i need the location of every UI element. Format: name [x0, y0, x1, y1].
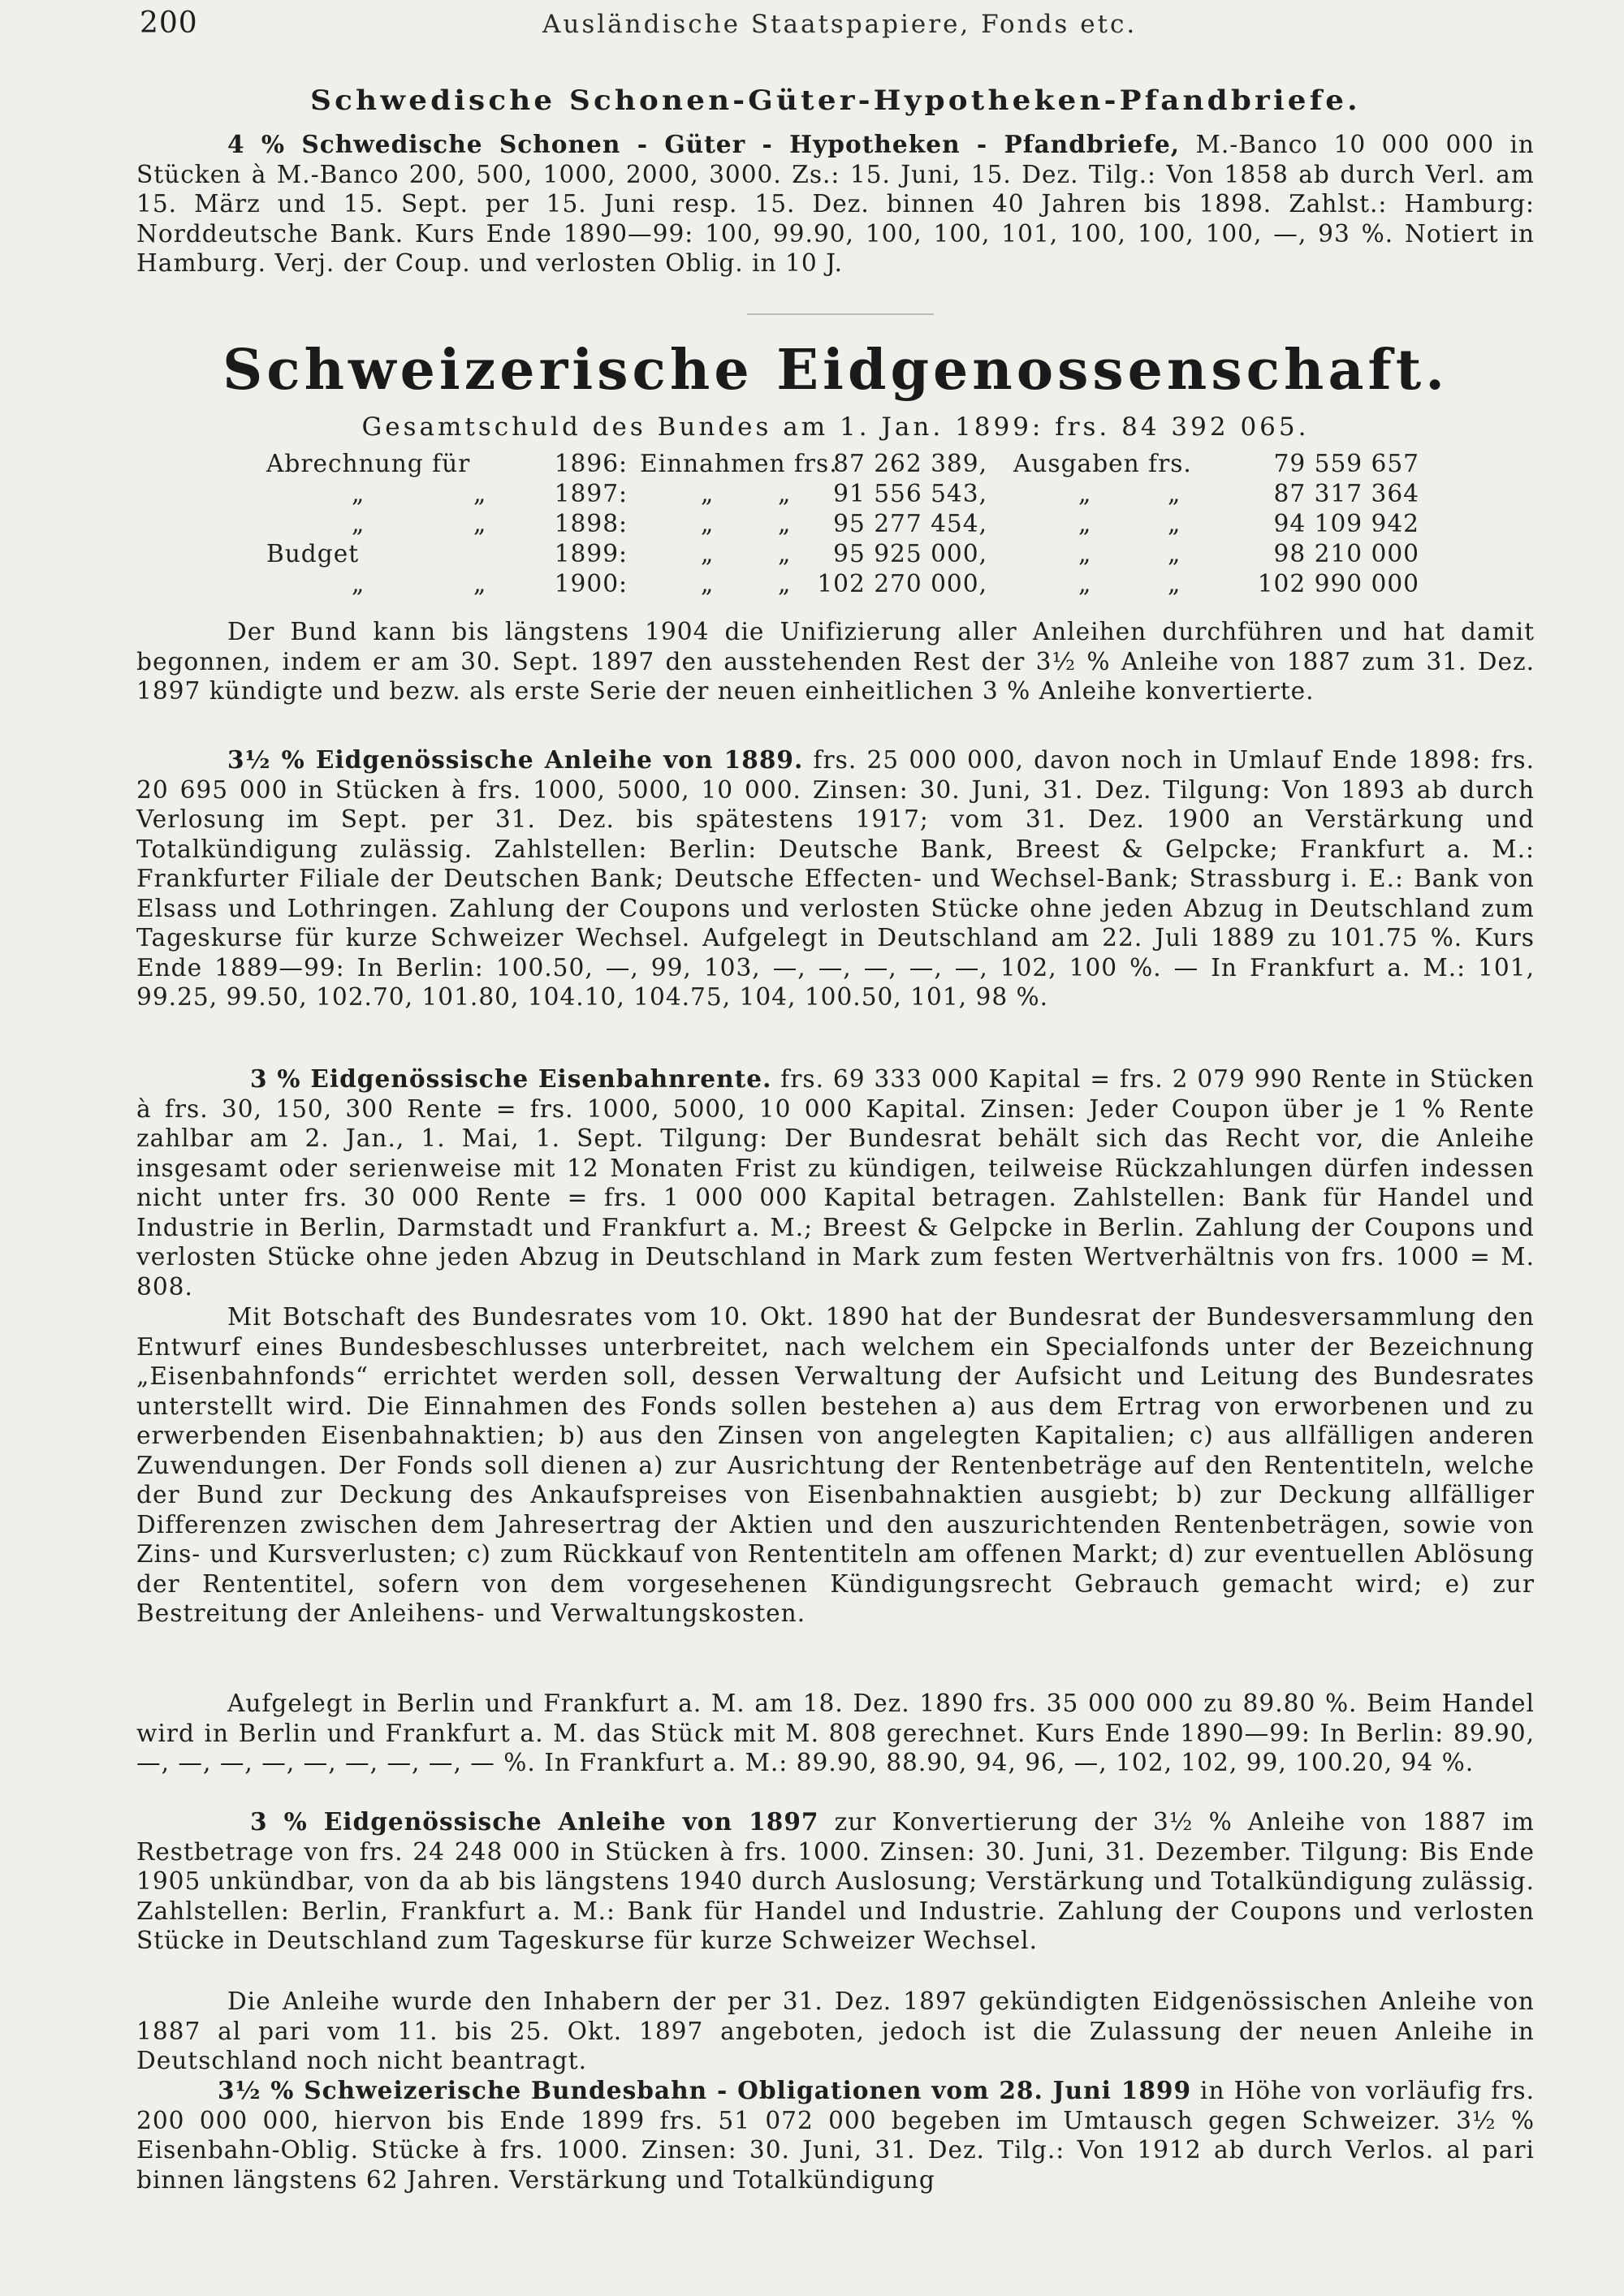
bond-details: M.-Banco 10 000 000 in Stücken à M.-Banco 200, 500, 1000, 2000, 3000. Zs.: 15. Juni, 15. Dez. Tilg.: Von 1858 ab durch Verl. am 15. März und 15. Sept. per 15. Juni resp. 15. Dez. binnen 40 Jahren bis 1898. Zahlst.: Hamburg: Norddeutsche Bank. Kurs Ende 1890—99: 100, 99.90, 100, 100, 101, 100, 100, 100, —, 93 %. Notiert in Hamburg. Verj. der Coup. und verlosten Oblig. in 10 J.: [136, 131, 1535, 277]
budget-label: Abrechnung für: [266, 450, 471, 477]
bond-details: in Höhe von vorläufig frs. 200 000 000, hiervon bis Ende 1899 frs. 51 072 000 begeben im Umtausch gegen Schweizer. 3½ % Eisenbahn-Oblig. Stücke à frs. 1000. Zinsen: 30. Juni, 31. Dez. Tilg.: Von 1912 ab durch Verlos. al pari binnen längstens 62 Jahren. Verstärkung und Totalkündigung: [136, 2077, 1535, 2194]
budget-expense-label: Ausgaben frs.: [1013, 450, 1192, 477]
budget-expense-ditto: „: [1168, 570, 1181, 598]
budget-expense-ditto: „: [1168, 540, 1181, 568]
budget-income-value: 91 556 543,: [833, 480, 987, 507]
budget-expense-ditto: „: [1078, 480, 1092, 507]
total-debt-line: Gesamtschuld des Bundes am 1. Jan. 1899: frs. 84 392 065.: [361, 412, 1310, 442]
budget-row: [266, 510, 1419, 540]
budget-income-ditto: „: [778, 570, 792, 598]
budget-ditto: „: [473, 570, 487, 598]
budget-row: [266, 480, 1419, 510]
budget-year: 1898:: [554, 510, 628, 537]
bond-details: zur Konvertierung der 3½ % Anleihe von 1887 im Restbetrage von frs. 24 248 000 in Stücken à frs. 1000. Zinsen: 30. Juni, 31. Dezember. Tilgung: Bis Ende 1905 unkündbar, von da ab bis längstens 1940 durch Auslosung; Verstärkung und Totalkündigung zulässig. Zahlstellen: Berlin, Frankfurt a. M.: Bank für Handel und Industrie. Zahlung der Coupons und verlosten Stücke in Deutschland zum Tageskurse für kurze Schweizer Wechsel.: [136, 1808, 1535, 1954]
bond-details: frs. 69 333 000 Kapital = frs. 2 079 990 Rente in Stücken à frs. 30, 150, 300 Rente = frs. 1000, 5000, 10 000 Kapital. Zinsen: Jeder Coupon über je 1 % Rente zahlbar am 2. Jan., 1. Mai, 1. Sept. Tilgung: Der Bundesrat behält sich das Recht vor, die Anleihe insgesamt oder serienweise mit 12 Monaten Frist zu kündigen, teilweise Rückzahlungen dürfen indessen nicht unter frs. 30 000 Rente = frs. 1 000 000 Kapital betragen. Zahlstellen: Bank für Handel und Industrie in Berlin, Darmstadt und Frankfurt a. M.; Breest & Gelpcke in Berlin. Zahlung der Coupons und verlosten Stücke ohne jeden Abzug in Deutschland in Mark zum festen Wertverhältnis von frs. 1000 = M. 808.: [136, 1065, 1535, 1301]
bond-title: 3 % Eidgenössische Eisenbahnrente.: [250, 1064, 772, 1093]
running-title: Ausländische Staatspapiere, Fonds etc.: [542, 10, 1138, 39]
paragraph-aufgelegt: Aufgelegt in Berlin und Frankfurt a. M. am 18. Dez. 1890 frs. 35 000 000 zu 89.80 %. Beim Handel wird in Berlin und Frankfurt a. M. das Stück mit M. 808 gerechnet. Kurs Ende 1890—99: In Berlin: 89.90, —, —, —, —, —, —, —, —, — %. In Frankfurt a. M.: 89.90, 88.90, 94, 96, —, 102, 102, 99, 100.20, 94 %.: [136, 1690, 1535, 1776]
budget-expense-value: 87 317 364: [1273, 480, 1419, 507]
budget-row: [266, 450, 1419, 480]
bond-title: 4 % Schwedische Schonen - Güter - Hypotheken - Pfandbriefe,: [227, 130, 1181, 158]
budget-table: [266, 450, 1419, 600]
budget-label: „: [352, 510, 365, 537]
budget-income-value: 95 277 454,: [833, 510, 987, 537]
budget-expense-ditto: „: [1078, 510, 1092, 537]
budget-expense-ditto: „: [1078, 540, 1092, 568]
budget-label: „: [352, 480, 365, 507]
budget-income-value: 87 262 389,: [833, 450, 987, 477]
budget-income-ditto: „: [778, 510, 792, 537]
budget-income-ditto: „: [778, 540, 792, 568]
budget-year: 1899:: [554, 540, 628, 568]
budget-income-ditto: „: [701, 510, 715, 537]
budget-row: [266, 570, 1419, 600]
budget-expense-value: 79 559 657: [1273, 450, 1419, 477]
budget-expense-ditto: „: [1078, 570, 1092, 598]
bond-title: 3½ % Eidgenössische Anleihe von 1889.: [227, 745, 804, 774]
paragraph-bundesbahn-obligationen: [136, 2076, 1535, 2195]
budget-income-ditto: „: [778, 480, 792, 507]
budget-label: „: [352, 570, 365, 598]
budget-label: Budget: [266, 540, 360, 568]
paragraph-unification: Der Bund kann bis längstens 1904 die Unifizierung aller Anleihen durchführen und hat damit begonnen, indem er am 30. Sept. 1897 den ausstehenden Rest der 3½ % Anleihe von 1887 zum 31. Dez. 1897 kündigte und bezw. als erste Serie der neuen einheitlichen 3 % Anleihe konvertierte.: [136, 618, 1535, 705]
budget-income-ditto: „: [701, 570, 715, 598]
budget-expense-value: 98 210 000: [1273, 540, 1419, 568]
paragraph-eisenbahnrente: [136, 1064, 1535, 1301]
budget-row: [266, 540, 1419, 570]
bond-title: 3 % Eidgenössische Anleihe von 1897: [250, 1807, 819, 1836]
section-heading-schweiz: Schweizerische Eidgenossenschaft.: [222, 338, 1449, 403]
budget-expense-ditto: „: [1168, 510, 1181, 537]
budget-income-ditto: „: [701, 480, 715, 507]
budget-income-value: 102 270 000,: [817, 570, 987, 598]
paragraph-anleihe-1897: [136, 1807, 1535, 1956]
budget-expense-ditto: „: [1168, 480, 1181, 507]
budget-income-value: 95 925 000,: [833, 540, 987, 568]
page-number: 200: [140, 6, 198, 40]
budget-year: 1900:: [554, 570, 628, 598]
paragraph-anleihe-1889: [136, 745, 1535, 1012]
budget-income-ditto: „: [701, 540, 715, 568]
budget-year: 1897:: [554, 480, 628, 507]
bond-details: frs. 25 000 000, davon noch in Umlauf Ende 1898: frs. 20 695 000 in Stücken à frs. 1000, 5000, 10 000. Zinsen: 30. Juni, 31. Dez. Tilgung: Von 1893 ab durch Verlosung im Sept. per 31. Dez. bis spätestens 1917; vom 31. Dez. 1900 an Verstärkung und Totalkündigung zulässig. Zahlstellen: Berlin: Deutsche Bank, Breest & Gelpcke; Frankfurt a. M.: Frankfurter Filiale der Deutschen Bank; Deutsche Effecten- und Wechsel-Bank; Strassburg i. E.: Bank von Elsass und Lothringen. Zahlung der Coupons und verlosten Stücke ohne jeden Abzug in Deutschland zum Tageskurse für kurze Schweizer Wechsel. Aufgelegt in Deutschland am 22. Juli 1889 zu 101.75 %. Kurs Ende 1889—99: In Berlin: 100.50, —, 99, 103, —, —, —, —, —, 102, 100 %. — In Frankfurt a. M.: 101, 99.25, 99.50, 102.70, 101.80, 104.10, 104.75, 104, 100.50, 101, 98 %.: [136, 746, 1535, 1011]
budget-ditto: „: [473, 510, 487, 537]
section-divider: [747, 313, 934, 315]
budget-expense-value: 94 109 942: [1273, 510, 1419, 537]
paragraph-schwedische-pfandbriefe: [136, 130, 1535, 278]
paragraph-botschaft: Mit Botschaft des Bundesrates vom 10. Okt. 1890 hat der Bundesrat der Bundesversammlung den Entwurf eines Bundesbeschlusses unterbreitet, nach welchem ein Specialfonds unter der Bezeichnung „Eisenbahnfonds“ errichtet werden soll, dessen Verwaltung der Aufsicht und Leitung des Bundesrates unterstellt wird. Die Einnahmen des Fonds sollen bestehen a) aus dem Ertrag von erworbenen und zu erwerbenden Eisenbahnaktien; b) aus den Zinsen von angelegten Kapitalien; c) aus allfälligen anderen Zuwendungen. Der Fonds soll dienen a) zur Ausrichtung der Rentenbeträge auf den Rententiteln, welche der Bund zur Deckung des Ankaufspreises von Eisenbahnaktien ausgiebt; b) zur Deckung allfälliger Differenzen zwischen dem Jahresertrag der Aktien und den auszurichtenden Rentenbeträgen, sowie von Zins- und Kursverlusten; c) zum Rückkauf von Rententiteln am offenen Markt; d) zur eventuellen Ablösung der Rententitel, sofern von dem vorgesehenen Kündigungsrecht Gebrauch gemacht wird; e) zur Bestreitung der Anleihens- und Verwaltungskosten.: [136, 1303, 1535, 1627]
paragraph-inhaber: Die Anleihe wurde den Inhabern der per 31. Dez. 1897 gekündigten Eidgenössischen Anleihe von 1887 al pari vom 11. bis 25. Okt. 1897 angeboten, jedoch ist die Zulassung der neuen Anleihe in Deutschland noch nicht beantragt.: [136, 1987, 1535, 2074]
budget-expense-value: 102 990 000: [1257, 570, 1419, 598]
section-heading-schwedische: Schwedische Schonen-Güter-Hypotheken-Pfandbriefe.: [310, 84, 1361, 117]
bond-title: 3½ % Schweizerische Bundesbahn - Obligationen vom 28. Juni 1899: [218, 2076, 1192, 2104]
budget-income-label: Einnahmen frs.: [640, 450, 838, 477]
budget-year: 1896:: [554, 450, 628, 477]
running-head: [136, 6, 1535, 42]
budget-ditto: „: [473, 480, 487, 507]
